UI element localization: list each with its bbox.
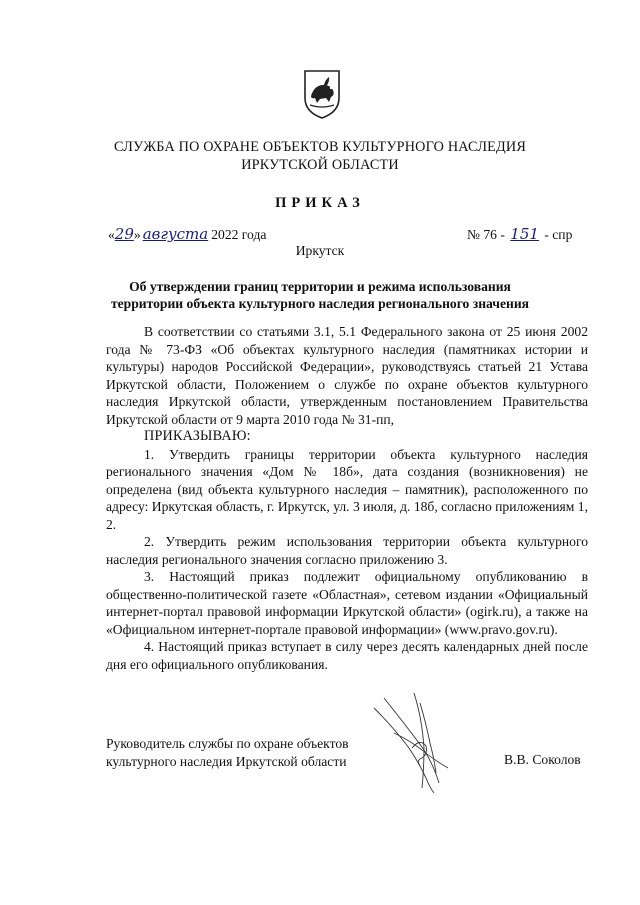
coat-of-arms-emblem [302, 68, 342, 120]
signatory-position-line-1: Руководитель службы по охране объектов [106, 736, 349, 751]
order-date [108, 225, 266, 243]
order-item-1: 1. Утвердить границы территории объекта культурного наследия регионального значения «Дом № 18б», дата создания (возникновения) не определена (вид объекта культурного наследия – памятник), расположенного по адресу: Иркутская область, г. Иркутск, ул. 3 июля, д. 18б, согласно приложениям 1, 2. [106, 446, 588, 532]
order-body [106, 323, 588, 673]
handwritten-day: 29 [114, 225, 134, 243]
handwritten-month: августа [142, 225, 209, 243]
date-year: 2022 года [211, 227, 267, 242]
agency-name-line-2: ИРКУТСКОЙ ОБЛАСТИ [241, 157, 399, 173]
city-name: Иркутск [295, 243, 345, 258]
handwritten-number: 151 [510, 225, 539, 243]
preamble-paragraph: В соответствии со статьями 3.1, 5.1 Федерального закона от 25 июня 2002 года № 73-ФЗ «Об объектах культурного наследия (памятниках истории и культуры) народов Российской Федерации», руководствуясь статьей 21 Устава Иркутской области, Положением о службе по охране объектов культурного наследия Иркутской области, утвержденным постановлением Правительства Иркутской области от 9 марта 2010 года № 31-пп, [106, 324, 588, 427]
signatory-position-line-2: культурного наследия Иркутской области [106, 753, 347, 769]
date-close-quote: » [133, 227, 141, 242]
date-open-quote: « [108, 227, 115, 242]
order-item-4: 4. Настоящий приказ вступает в силу через десять календарных дней после дня его официального опубликования. [106, 639, 588, 672]
document-type-heading: ПРИКАЗ [275, 195, 365, 211]
signatory-name: В.В. Соколов [504, 752, 581, 767]
order-title-line-2: территории объекта культурного наследия регионального значения [110, 296, 530, 311]
handwritten-signature [364, 688, 484, 798]
number-suffix: - спр [544, 227, 573, 242]
order-number [467, 225, 572, 243]
number-prefix: № 76 - [467, 227, 505, 242]
order-title-line-1: Об утверждении границ территории и режима использования [129, 279, 511, 294]
order-item-3: 3. Настоящий приказ подлежит официальному опубликованию в общественно-политической газете «Областная», сетевом издании «Официальный интернет-портал правовой информации Иркутской области» (ogirk.ru), а также на «Официальном интернет-портале правовой информации» (www.pravo.gov.ru). [106, 569, 588, 637]
signatory-position [106, 735, 349, 770]
agency-name-line-1: СЛУЖБА ПО ОХРАНЕ ОБЪЕКТОВ КУЛЬТУРНОГО НАСЛЕДИЯ [114, 139, 526, 155]
order-word: ПРИКАЗЫВАЮ: [144, 428, 251, 444]
order-item-2: 2. Утвердить режим использования территории объекта культурного наследия регионального значения согласно приложению 3. [106, 534, 588, 567]
